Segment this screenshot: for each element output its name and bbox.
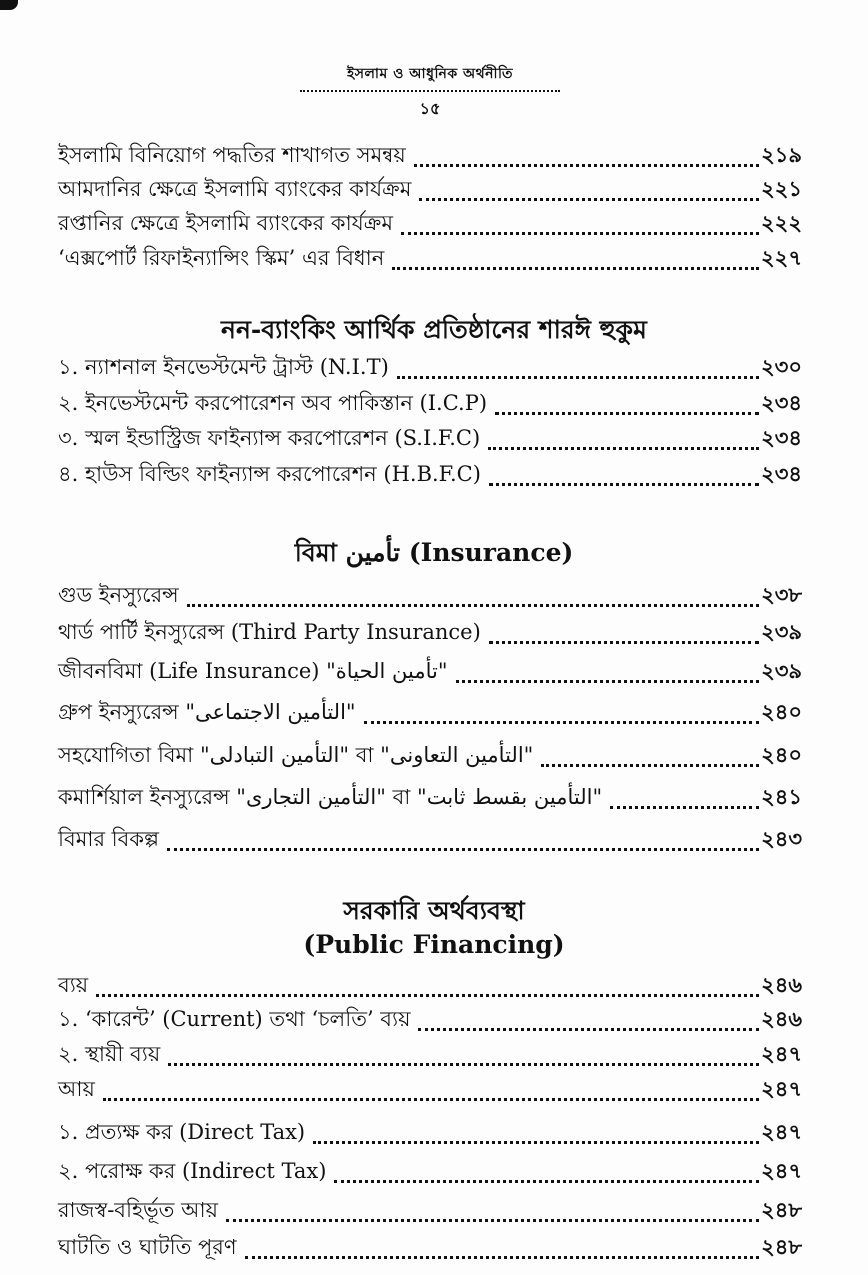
toc-entry-title: ৪. হাউস বিল্ডিং ফাইন্যান্স করপোরেশন (H.B.F.C) <box>58 462 481 486</box>
dot-leader <box>456 680 760 683</box>
toc-entry <box>58 174 802 208</box>
page-number: ১৫ <box>419 99 441 118</box>
toc-entry-title: ২. ইনভেস্টমেন্ট করপোরেশন অব পাকিস্তান (I.C.P) <box>58 391 488 415</box>
toc-entry-page: ২২১ <box>761 176 802 201</box>
toc-entry-title: ব্যয় <box>58 973 89 997</box>
dot-leader <box>488 447 759 450</box>
toc-entry <box>58 208 802 242</box>
toc-entry-title: আয় <box>58 1077 95 1101</box>
toc-entry <box>58 1195 802 1229</box>
toc-entry-title: জীবনবিমা (Life Insurance) "تأمين الحياة" <box>58 659 448 683</box>
section-subheading: (Public Financing) <box>303 930 565 959</box>
toc-entry-title: ১. প্রত্যক্ষ কর (Direct Tax) <box>58 1120 306 1144</box>
toc-entry-title: কমার্শিয়াল ইনস্যুরেন্স "التأمين التجارى" বা "التأمين بقسط ثابت" <box>58 785 603 809</box>
toc-entry <box>58 740 802 774</box>
toc-entry-page: ২৩৮ <box>761 582 802 607</box>
dot-leader <box>103 1098 759 1101</box>
toc-entry-page: ২৩৯ <box>761 658 802 683</box>
toc-entry-page: ২৪৭ <box>761 1076 802 1101</box>
toc-entry-title: সহযোগিতা বিমা "التأمين التبادلى" বা "التأمين التعاونى" <box>58 743 534 767</box>
toc-entry <box>58 824 802 858</box>
dot-leader <box>96 994 759 997</box>
dot-leader <box>419 198 759 201</box>
toc-entry <box>58 580 802 614</box>
toc-entry <box>58 970 802 1004</box>
dot-leader <box>187 604 759 607</box>
toc-entry <box>58 782 802 816</box>
dot-leader <box>397 376 759 379</box>
toc-entry <box>58 697 802 731</box>
toc-entry-title: রাজস্ব-বহির্ভূত আয় <box>58 1198 218 1222</box>
toc-entry <box>58 1004 802 1038</box>
toc-entry-page: ২৩৪ <box>761 425 802 450</box>
section-heading: সরকারি অর্থব্যবস্থা <box>343 896 525 925</box>
toc-entry <box>58 617 802 651</box>
toc-entry-page: ২৪৭ <box>761 1119 802 1144</box>
toc-entry <box>58 1074 802 1108</box>
dot-leader <box>541 764 759 767</box>
toc-entry-page: ২৪৭ <box>761 1041 802 1066</box>
toc-entry-page: ২৪০ <box>761 699 802 724</box>
toc-entry-page: ২৩৪ <box>761 461 802 486</box>
toc-entry <box>58 243 802 277</box>
dot-leader <box>334 1180 759 1183</box>
dot-leader <box>495 412 759 415</box>
toc-entry-title: গ্রুপ ইনস্যুরেন্স "التأمين الاجتماعى" <box>58 700 356 724</box>
toc-entry <box>58 1156 802 1190</box>
dot-leader <box>489 641 759 644</box>
toc-entry-title: ২. পরোক্ষ কর (Indirect Tax) <box>58 1159 327 1183</box>
toc-entry-title: ঘাটতি ও ঘাটতি পূরণ <box>58 1235 237 1259</box>
dot-leader <box>401 232 759 235</box>
toc-entry-title: ৩. স্মল ইন্ডাস্ট্রিজ ফাইন্যান্স করপোরেশন (S.I.F.C) <box>58 426 481 450</box>
toc-entry-title: গুড ইনস্যুরেন্স <box>58 583 179 607</box>
toc-entry <box>58 423 802 457</box>
dot-leader <box>168 1063 759 1066</box>
toc-entry-page: ২২২ <box>761 210 802 235</box>
toc-entry-title: ১. ‘কারেন্ট’ (Current) তথা ‘চলতি’ ব্যয় <box>58 1007 411 1031</box>
toc-entry <box>58 1039 802 1073</box>
toc-entry-title: থার্ড পার্টি ইনস্যুরেন্স (Third Party Insurance) <box>58 620 481 644</box>
toc-entry-title: ইসলামি বিনিয়োগ পদ্ধতির শাখাগত সমন্বয় <box>58 143 406 167</box>
dot-leader <box>392 267 759 270</box>
dot-leader <box>167 848 759 851</box>
toc-entry <box>58 656 802 690</box>
toc-entry <box>58 352 802 386</box>
toc-entry-title: ১. ন্যাশনাল ইনভেস্টমেন্ট ট্রাস্ট (N.I.T) <box>58 355 389 379</box>
toc-entry-page: ২৩৪ <box>761 390 802 415</box>
toc-entry-title: ২. স্থায়ী ব্যয় <box>58 1042 161 1066</box>
dot-leader <box>226 1219 759 1222</box>
corner-ink-mark <box>0 0 18 10</box>
dot-leader <box>364 721 759 724</box>
toc-entry-page: ২৪৬ <box>761 972 802 997</box>
dot-leader <box>489 483 759 486</box>
toc-entry-title: আমদানির ক্ষেত্রে ইসলামি ব্যাংকের কার্যক্রম <box>58 177 412 201</box>
toc-entry-page: ২২৭ <box>761 245 802 270</box>
toc-entry-page: ২৪১ <box>761 784 802 809</box>
toc-entry <box>58 1117 802 1151</box>
toc-entry <box>58 459 802 493</box>
dot-leader <box>245 1256 760 1259</box>
toc-entry-title: ‘এক্সপোর্ট রিফাইন্যান্সিং স্কিম’ এর বিধান <box>58 246 385 270</box>
dot-leader <box>313 1141 759 1144</box>
toc-entry-page: ২৩০ <box>761 354 802 379</box>
toc-entry-page: ২৩৯ <box>761 619 802 644</box>
toc-entry-page: ২৪০ <box>761 742 802 767</box>
dot-leader <box>414 164 759 167</box>
dot-leader <box>418 1028 759 1031</box>
section-heading: বিমা تأمین (Insurance) <box>294 538 574 567</box>
section-heading: নন-ব্যাংকিং আর্থিক প্রতিষ্ঠানের শারঈ হুকুম <box>221 315 647 344</box>
toc-entry-page: ২৪৮ <box>761 1234 802 1259</box>
dot-leader <box>610 806 759 809</box>
toc-entry-page: ২৪৮ <box>761 1197 802 1222</box>
running-head: ইসলাম ও আধুনিক অর্থনীতি <box>300 62 560 92</box>
toc-entry-title: রপ্তানির ক্ষেত্রে ইসলামি ব্যাংকের কার্যক্রম <box>58 211 393 235</box>
toc-entry-page: ২৪৭ <box>761 1158 802 1183</box>
toc-entry-page: ২৪৩ <box>761 826 802 851</box>
toc-entry-title: বিমার বিকল্প <box>58 827 160 851</box>
toc-entry <box>58 140 802 174</box>
toc-entry <box>58 388 802 422</box>
toc-entry-page: ২৪৬ <box>761 1006 802 1031</box>
toc-entry-page: ২১৯ <box>761 142 802 167</box>
toc-entry <box>58 1232 802 1266</box>
